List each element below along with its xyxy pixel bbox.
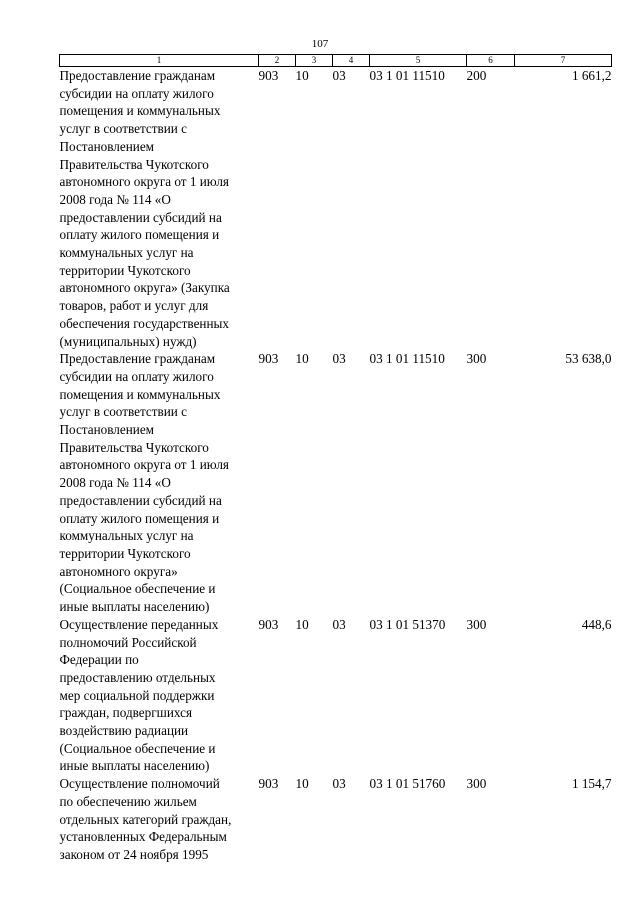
- column-header-7: 7: [515, 55, 612, 67]
- expense-type-code: 300: [466, 776, 487, 792]
- expense-name: Осуществление переданных полномочий Российской Федерации по предоставлению отдельных мер социальной поддержки граждан, подвергшихся воздействию радиации (Социальное обеспечение и иные выплаты населению): [59, 616, 219, 774]
- section-code: 10: [295, 776, 309, 792]
- page-number: 107: [311, 38, 329, 50]
- column-header-3: 3: [296, 55, 333, 67]
- target-article-code: 03 1 01 51760: [369, 776, 446, 792]
- column-header-1: 1: [60, 55, 259, 67]
- ministry-code: 903: [258, 776, 279, 792]
- amount-value: 53 638,0: [565, 351, 612, 367]
- expense-type-code: 300: [466, 351, 487, 367]
- subsection-code: 03: [332, 776, 346, 792]
- section-code: 10: [295, 351, 309, 367]
- subsection-code: 03: [332, 351, 346, 367]
- target-article-code: 03 1 01 11510: [369, 351, 445, 367]
- column-number-row: [60, 55, 612, 67]
- ministry-code: 903: [258, 351, 279, 367]
- section-code: 10: [295, 616, 309, 632]
- column-header-2: 2: [259, 55, 296, 67]
- table-row: [60, 67, 612, 351]
- subsection-code: 03: [332, 616, 346, 632]
- amount-value: 448,6: [581, 616, 612, 632]
- table-row: [60, 350, 612, 616]
- target-article-code: 03 1 01 11510: [369, 68, 445, 83]
- target-article-code: 03 1 01 51370: [369, 616, 446, 632]
- budget-table: [59, 54, 612, 864]
- expense-type-code: 300: [466, 616, 487, 632]
- column-header-5: 5: [370, 55, 467, 67]
- expense-name: Предоставление гражданам субсидии на оплату жилого помещения и коммунальных услуг в соответствии с Постановлением Правительства Чукотского автономного округа от 1 июля 2008 года № 114 «О предоставлении субсидий на оплату жилого помещения и коммунальных услуг на территории Чукотского автономного округа» (Закупка товаров, работ и услуг для обеспечения государственных (муниципальных) нужд): [59, 68, 230, 349]
- subsection-code: 03: [332, 68, 346, 83]
- column-header-4: 4: [333, 55, 370, 67]
- ministry-code: 903: [258, 68, 279, 83]
- expense-name: Предоставление гражданам субсидии на оплату жилого помещения и коммунальных услуг в соответствии с Постановлением Правительства Чукотского автономного округа от 1 июля 2008 года № 114 «О предоставлении субсидий на оплату жилого помещения и коммунальных услуг на территории Чукотского автономного округа» (Социальное обеспечение и иные выплаты населению): [59, 351, 229, 615]
- table-row: [60, 616, 612, 775]
- column-header-6: 6: [467, 55, 515, 67]
- expense-name: Осуществление полномочий по обеспечению жильем отдельных категорий граждан, установленных Федеральным законом от 24 ноября 1995: [59, 776, 232, 862]
- amount-value: 1 154,7: [571, 776, 612, 792]
- table-row: [60, 775, 612, 864]
- amount-value: 1 661,2: [571, 68, 612, 83]
- expense-type-code: 200: [466, 68, 487, 83]
- ministry-code: 903: [258, 616, 279, 632]
- section-code: 10: [295, 68, 309, 83]
